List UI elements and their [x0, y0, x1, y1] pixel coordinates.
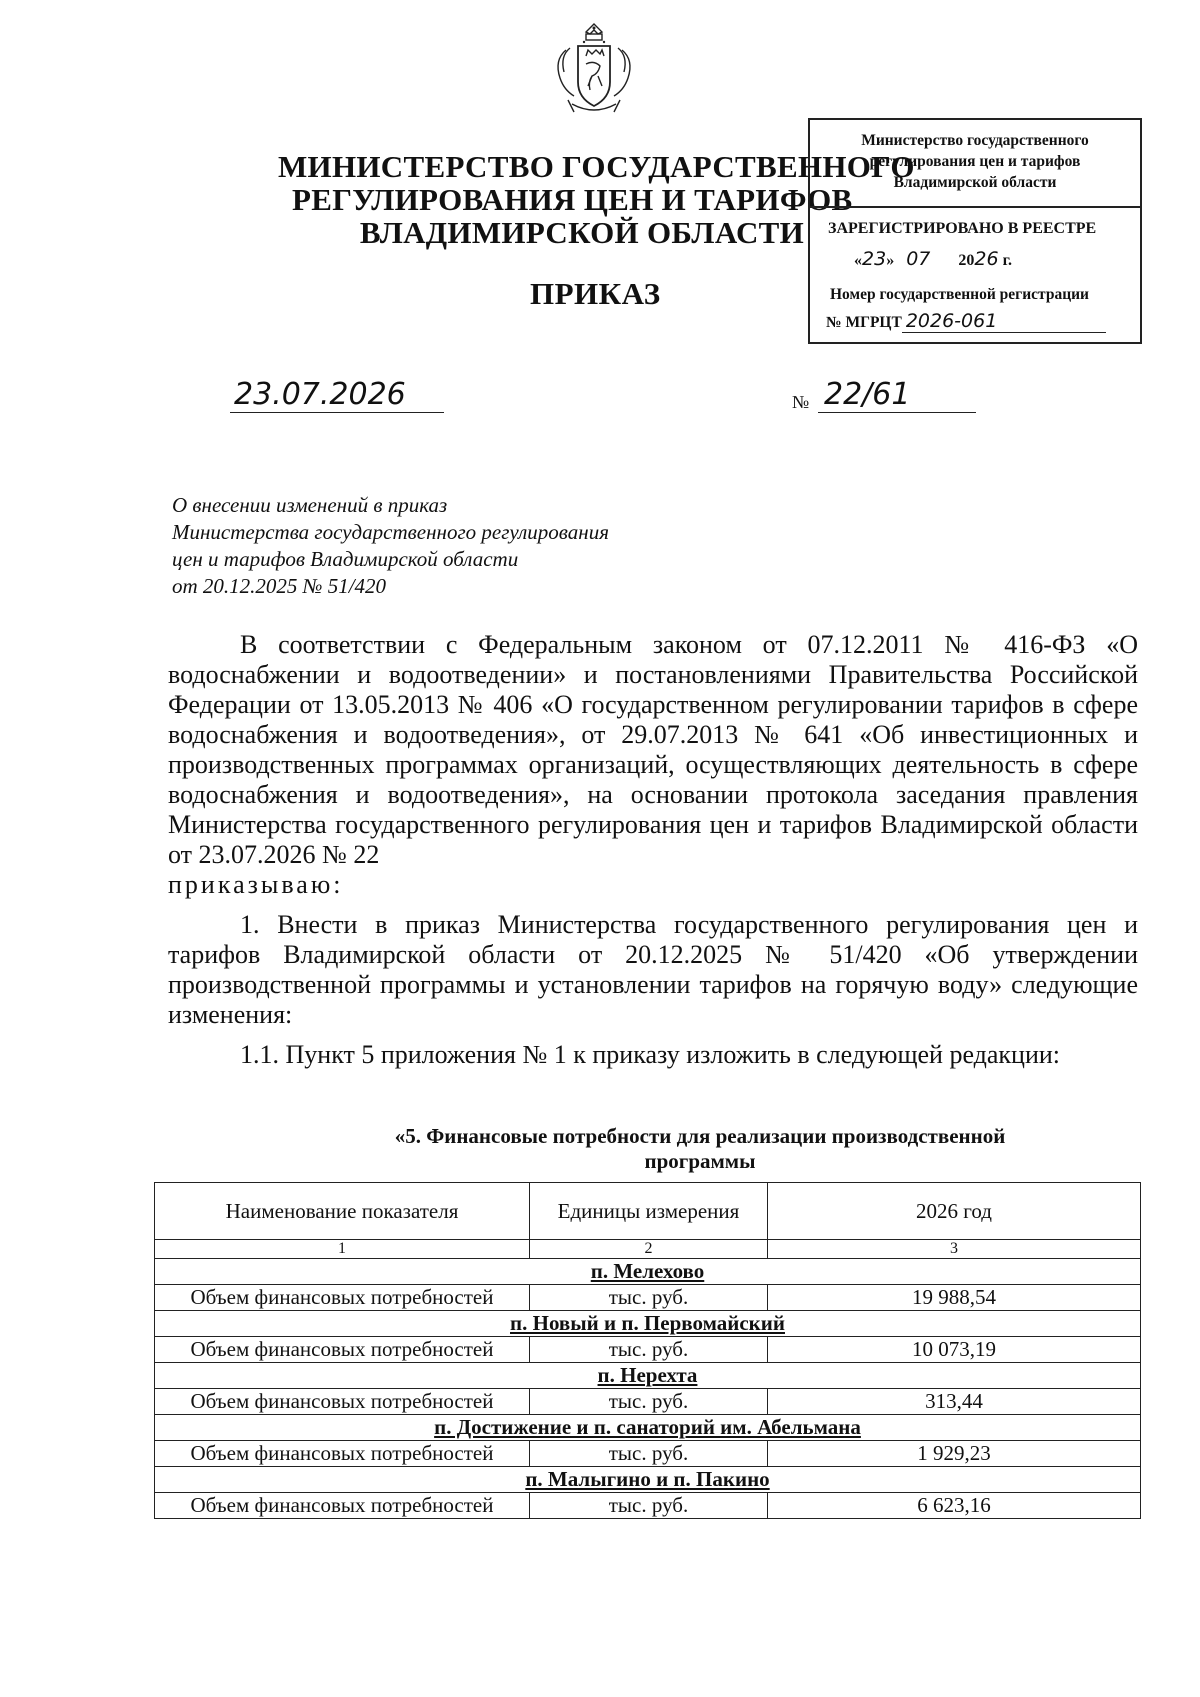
section-name: п. Мелехово	[155, 1259, 1141, 1285]
table-section-row	[155, 1311, 1141, 1337]
table-title	[300, 1124, 1100, 1174]
value-cell: 19 988,54	[768, 1285, 1141, 1311]
item-1-paragraph: 1. Внести в приказ Министерства государственного регулирования цен и тарифов Владимирской области от 20.12.2025 № 51/420 «Об утверждении производственной программы и установлении тарифов на горячую воду» следующие изменения:	[168, 910, 1138, 1029]
ministry-heading-line: ВЛАДИМИРСКОЙ ОБЛАСТИ	[359, 215, 805, 250]
table-section-row	[155, 1415, 1141, 1441]
document-type-title: ПРИКАЗ	[530, 276, 661, 311]
section-name: п. Малыгино и п. Пакино	[155, 1467, 1141, 1493]
subject-line: Министерства государственного регулирования	[172, 520, 609, 544]
order-word: приказываю:	[168, 870, 344, 899]
order-subject	[172, 492, 772, 600]
table-row	[155, 1493, 1141, 1519]
subject-line: от 20.12.2025 № 51/420	[172, 574, 387, 598]
stamp-reg-number-label: Номер государственной регистрации	[830, 286, 1089, 303]
section-name: п. Достижение и п. санаторий им. Абельмана	[155, 1415, 1141, 1441]
table-row	[155, 1389, 1141, 1415]
stamp-date-month: 07	[906, 248, 931, 270]
table-section-row	[155, 1259, 1141, 1285]
stamp-org-line: Владимирской области	[893, 174, 1057, 191]
value-cell: 10 073,19	[768, 1337, 1141, 1363]
order-date: 23.07.2026	[230, 378, 444, 413]
subject-line: цен и тарифов Владимирской области	[172, 547, 519, 571]
indicator-cell: Объем финансовых потребностей	[155, 1285, 530, 1311]
unit-cell: тыс. руб.	[530, 1493, 768, 1519]
stamp-reg-number-value: 2026-061	[902, 310, 1106, 333]
item-1-1-paragraph: 1.1. Пункт 5 приложения № 1 к приказу изложить в следующей редакции:	[240, 1040, 1061, 1069]
stamp-date-year-suffix: 26	[974, 248, 999, 270]
header-cell-year: 2026 год	[768, 1183, 1141, 1240]
stamp-reg-number-prefix: № МГРЦТ	[826, 314, 902, 331]
column-number-cell: 2	[530, 1240, 768, 1259]
order-number-label: №	[792, 392, 810, 412]
table-row	[155, 1337, 1141, 1363]
unit-cell: тыс. руб.	[530, 1441, 768, 1467]
stamp-date-day: 23	[862, 248, 887, 270]
unit-cell: тыс. руб.	[530, 1389, 768, 1415]
preamble-paragraph: В соответствии с Федеральным законом от 07.12.2011 № 416-ФЗ «О водоснабжении и водоотведении» и постановлениями Правительства Российской Федерации от 13.05.2013 № 406 «О государственном регулировании тарифов в сфере водоснабжения и водоотведения», от 29.07.2013 № 641 «Об инвестиционных и производственных программах организаций, осуществляющих деятельность в сфере водоснабжения и водоотведения», на основании протокола заседания правления Министерства государственного регулирования цен и тарифов Владимирской области от 23.07.2026 № 22	[168, 630, 1138, 869]
indicator-cell: Объем финансовых потребностей	[155, 1441, 530, 1467]
stamp-org-line: регулирования цен и тарифов	[869, 153, 1081, 170]
subject-line: О внесении изменений в приказ	[172, 493, 448, 517]
section-name: п. Новый и п. Первомайский	[155, 1311, 1141, 1337]
value-cell: 1 929,23	[768, 1441, 1141, 1467]
header-cell-indicator: Наименование показателя	[155, 1183, 530, 1240]
unit-cell: тыс. руб.	[530, 1285, 768, 1311]
financial-needs-table	[154, 1182, 1141, 1519]
indicator-cell: Объем финансовых потребностей	[155, 1389, 530, 1415]
table-section-row	[155, 1467, 1141, 1493]
ministry-heading	[250, 149, 915, 250]
stamp-org-line: Министерство государственного	[861, 132, 1089, 149]
column-number-row	[155, 1240, 1141, 1259]
section-name: п. Нерехта	[155, 1363, 1141, 1389]
ministry-heading-line: МИНИСТЕРСТВО ГОСУДАРСТВЕННОГО	[278, 149, 915, 184]
value-cell: 313,44	[768, 1389, 1141, 1415]
order-body	[168, 630, 1138, 1070]
table-title-line: «5. Финансовые потребности для реализации производственной	[394, 1124, 1006, 1148]
registration-stamp	[808, 118, 1142, 344]
header-cell-unit: Единицы измерения	[530, 1183, 768, 1240]
indicator-cell: Объем финансовых потребностей	[155, 1337, 530, 1363]
column-number-cell: 3	[768, 1240, 1141, 1259]
table-row	[155, 1441, 1141, 1467]
value-cell: 6 623,16	[768, 1493, 1141, 1519]
stamp-reg-number	[826, 310, 1126, 333]
table-title-line: программы	[644, 1149, 756, 1173]
table-section-row	[155, 1363, 1141, 1389]
stamp-date-year-prefix: 20	[958, 252, 975, 269]
order-number: 22/61	[818, 378, 976, 413]
indicator-cell: Объем финансовых потребностей	[155, 1493, 530, 1519]
stamp-date-year-unit: г.	[1002, 252, 1013, 269]
unit-cell: тыс. руб.	[530, 1337, 768, 1363]
coat-of-arms-emblem	[548, 20, 640, 120]
column-number-cell: 1	[155, 1240, 530, 1259]
stamp-divider	[810, 206, 1140, 208]
stamp-registered-label: ЗАРЕГИСТРИРОВАНО В РЕЕСТРЕ	[828, 220, 1097, 237]
stamp-organization	[810, 130, 1140, 193]
table-row	[155, 1285, 1141, 1311]
table-header-row	[155, 1183, 1141, 1240]
ministry-heading-line: РЕГУЛИРОВАНИЯ ЦЕН И ТАРИФОВ	[292, 182, 853, 217]
stamp-date: «23» 07 2026 г.	[854, 248, 1013, 270]
